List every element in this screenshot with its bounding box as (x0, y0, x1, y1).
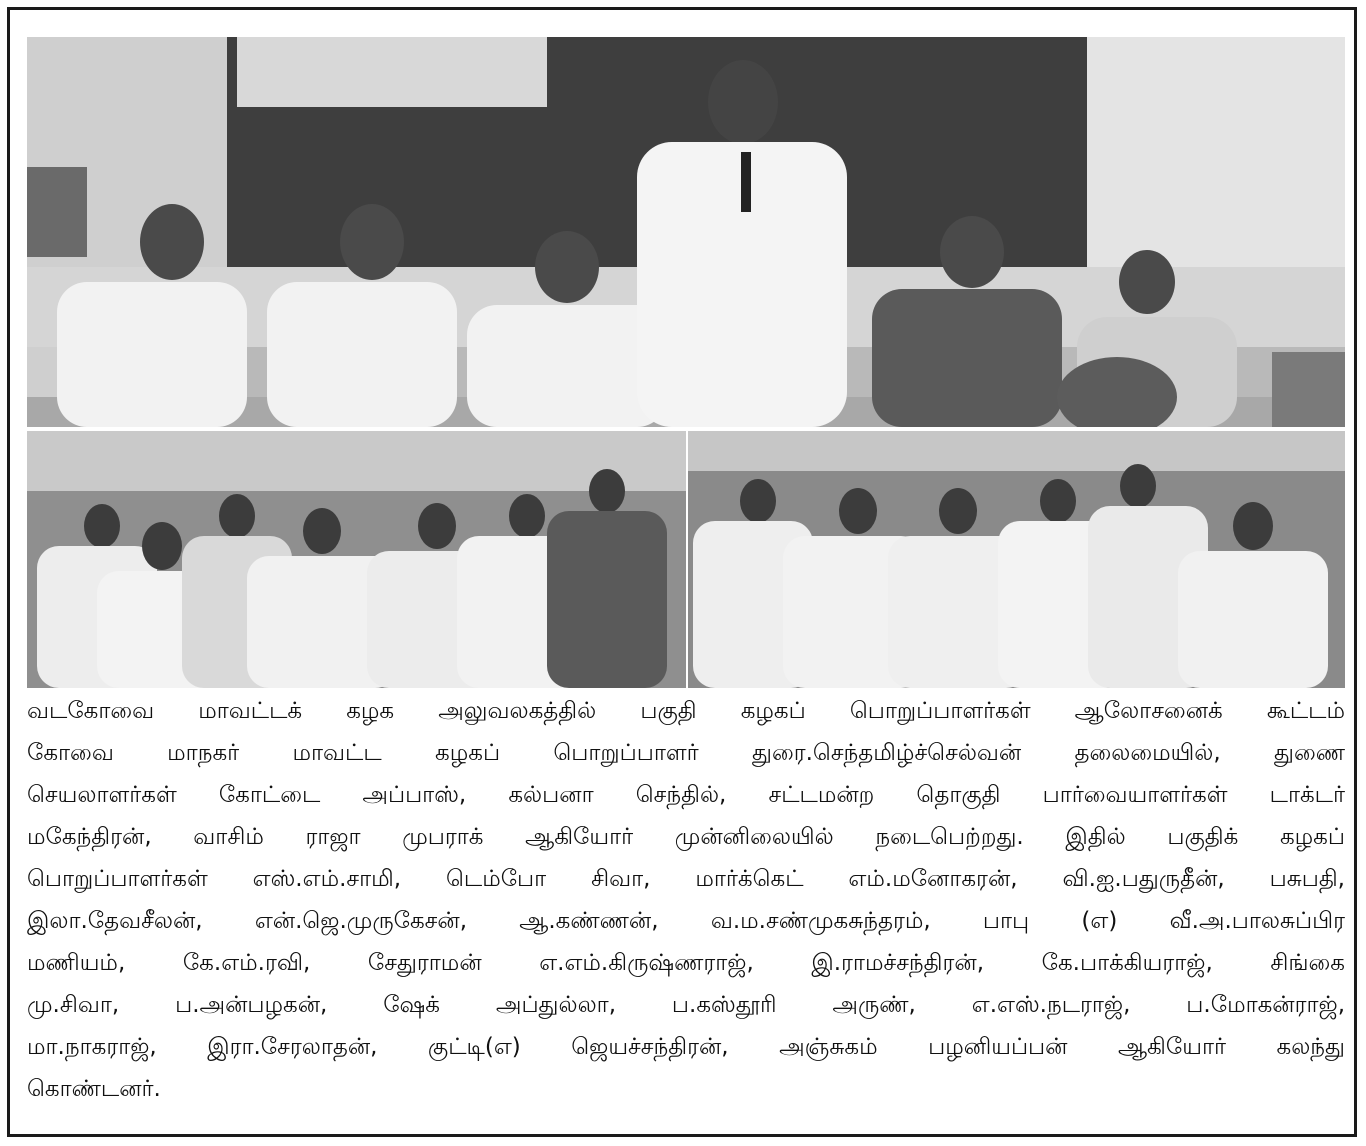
article-caption (27, 692, 1345, 1132)
photo-audience-right (688, 431, 1345, 688)
caption-line: மா.நாகராஜ், இரா.சேரலாதன், குட்டி(எ) ஜெயச்சந்திரன், அஞ்சுகம் பழனியப்பன் ஆகியோர் கலந்து (27, 1034, 1345, 1060)
caption-line: கோவை மாநகர் மாவட்ட கழகப் பொறுப்பாளர் துரை.செந்தமிழ்ச்செல்வன் தலைமையில், துணை (27, 740, 1345, 766)
caption-line: பொறுப்பாளர்கள் எஸ்.எம்.சாமி, டெம்போ சிவா, மார்க்கெட் எம்.மனோகரன், வி.ஐ.பதுருதீன், பசுபதி, (27, 866, 1345, 892)
photo-dignitaries-image (27, 37, 1345, 427)
photo-audience-left-image (27, 431, 686, 688)
caption-line: செயலாளர்கள் கோட்டை அப்பாஸ், கல்பனா செந்தில், சட்டமன்ற தொகுதி பார்வையாளர்கள் டாக்டர் (27, 782, 1345, 808)
photo-dignitaries-meeting (27, 37, 1345, 427)
caption-line: மணியம், கே.எம்.ரவி, சேதுராமன் எ.எம்.கிருஷ்ணராஜ், இ.ராமச்சந்திரன், கே.பாக்கியராஜ், சிங்கை (27, 950, 1345, 976)
caption-line: வடகோவை மாவட்டக் கழக அலுவலகத்தில் பகுதி கழகப் பொறுப்பாளர்கள் ஆலோசனைக் கூட்டம் (27, 698, 1345, 724)
caption-line: கொண்டனர். (27, 1076, 161, 1102)
photo-audience-right-image (688, 431, 1345, 688)
caption-line: மு.சிவா, ப.அன்பழகன், ஷேக் அப்துல்லா, ப.கஸ்தூரி அருண், எ.எஸ்.நடராஜ், ப.மோகன்ராஜ், (27, 992, 1345, 1018)
caption-line: மகேந்திரன், வாசிம் ராஜா முபராக் ஆகியோர் முன்னிலையில் நடைபெற்றது. இதில் பகுதிக் கழகப் (27, 824, 1345, 850)
caption-line: இலா.தேவசீலன், என்.ஜெ.முருகேசன், ஆ.கண்ணன், வ.ம.சண்முகசுந்தரம், பாபு (எ) வீ.அ.பாலசுப்பிர (27, 908, 1345, 934)
photo-audience-left (27, 431, 686, 688)
